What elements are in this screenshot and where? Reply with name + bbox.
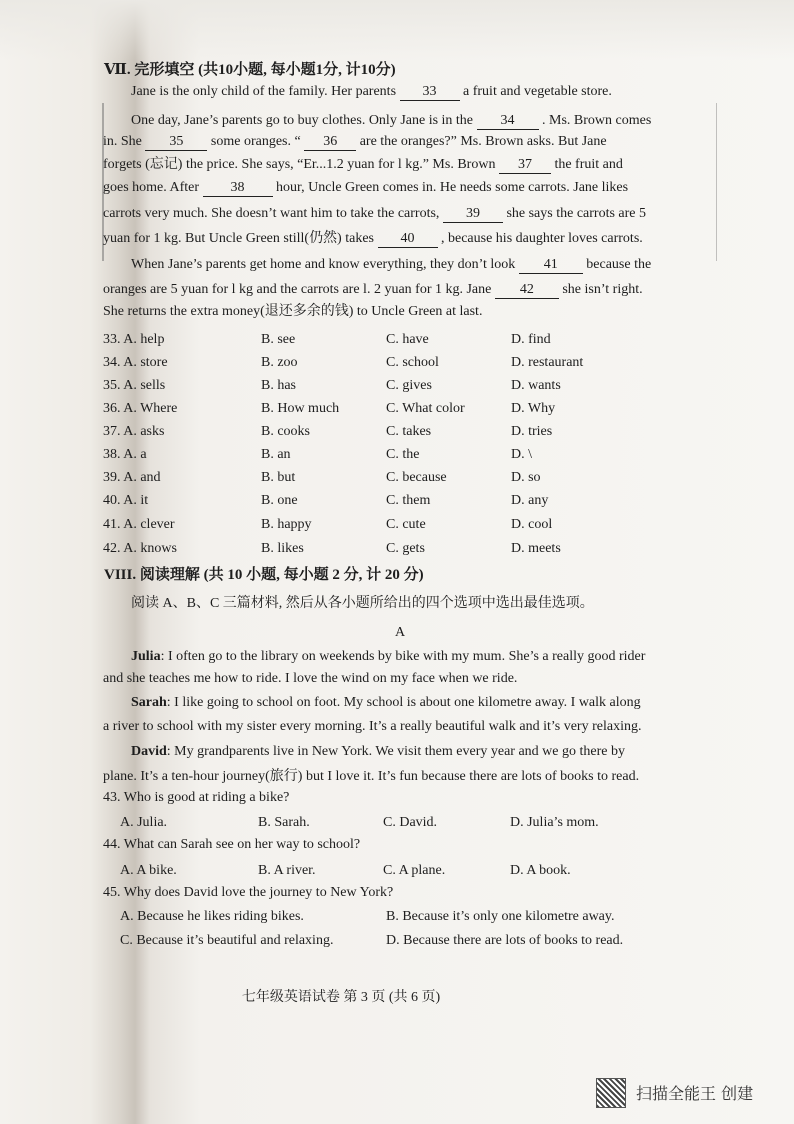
blank-37: 37 bbox=[499, 157, 551, 174]
option-37-d[interactable]: D. tries bbox=[511, 424, 553, 439]
passage-text: hour, Uncle Green comes in. He needs some carrots. Jane likes bbox=[276, 180, 629, 195]
question-42-options bbox=[103, 538, 723, 560]
julia-paragraph-line-2: and she teaches me how to ride. I love the wind on my face when we ride. bbox=[103, 671, 518, 686]
option-39-b[interactable]: B. but bbox=[261, 470, 296, 485]
option-37-b[interactable]: B. cooks bbox=[261, 424, 310, 439]
option-35-c[interactable]: C. gives bbox=[386, 378, 432, 393]
option-41-a[interactable]: 41. A. clever bbox=[103, 517, 175, 532]
option-42-a[interactable]: 42. A. knows bbox=[103, 541, 177, 556]
passage-text: the fruit and bbox=[554, 157, 623, 172]
section-8-instruction: 阅读 A、B、C 三篇材料, 然后从各小题所给出的四个选项中选出最佳选项。 bbox=[131, 596, 594, 611]
passage-line-4 bbox=[103, 155, 623, 175]
option-41-c[interactable]: C. cute bbox=[386, 517, 426, 532]
option-38-d[interactable]: D. \ bbox=[511, 447, 532, 462]
question-43: 43. Who is good at riding a bike? bbox=[103, 790, 290, 805]
option-34-a[interactable]: 34. A. store bbox=[103, 355, 168, 370]
option-40-d[interactable]: D. any bbox=[511, 493, 549, 508]
sarah-paragraph-line-2: a river to school with my sister every morning. It’s a really beautiful walk and it’s very relaxing. bbox=[103, 719, 642, 734]
passage-text: forgets (忘记) the price. She says, “Er...1.2 yuan for l kg.” Ms. Brown bbox=[103, 157, 496, 172]
option-42-c[interactable]: C. gets bbox=[386, 541, 425, 556]
option-33-b[interactable]: B. see bbox=[261, 332, 296, 347]
section-7-title: Ⅶ. 完形填空 (共10小题, 每小题1分, 计10分) bbox=[104, 62, 396, 78]
passage-text: yuan for 1 kg. But Uncle Green still(仍然) takes bbox=[103, 231, 374, 246]
passage-text: . Ms. Brown comes bbox=[542, 113, 652, 128]
option-40-c[interactable]: C. them bbox=[386, 493, 431, 508]
option-39-d[interactable]: D. so bbox=[511, 470, 541, 485]
option-43-a[interactable]: A. Julia. bbox=[120, 815, 168, 830]
bleed-through-shadow bbox=[0, 0, 794, 60]
option-33-c[interactable]: C. have bbox=[386, 332, 429, 347]
qr-code-icon bbox=[596, 1078, 626, 1108]
david-paragraph-line-2: plane. It’s a ten-hour journey(旅行) but I love it. It’s fun because there are lots of books to read. bbox=[103, 769, 640, 784]
option-37-a[interactable]: 37. A. asks bbox=[103, 424, 165, 439]
option-34-c[interactable]: C. school bbox=[386, 355, 439, 370]
question-40-options bbox=[103, 490, 723, 512]
paragraph-text: : I like going to school on foot. My school is about one kilometre away. I walk along bbox=[166, 695, 641, 710]
question-34-options bbox=[103, 352, 723, 374]
option-36-d[interactable]: D. Why bbox=[511, 401, 556, 416]
passage-text: oranges are 5 yuan for l kg and the carrots are l. 2 yuan for 1 kg. Jane bbox=[103, 282, 492, 297]
question-43-options bbox=[120, 812, 740, 834]
option-35-a[interactable]: 35. A. sells bbox=[103, 378, 166, 393]
passage-text: are the oranges?” Ms. Brown asks. But Jane bbox=[359, 134, 607, 149]
option-42-b[interactable]: B. likes bbox=[261, 541, 304, 556]
question-38-options bbox=[103, 444, 723, 466]
blank-33: 33 bbox=[400, 84, 460, 101]
passage-line-1 bbox=[131, 82, 612, 102]
passage-text: One day, Jane’s parents go to buy clothes. Only Jane is in the bbox=[131, 113, 474, 128]
option-45-c[interactable]: C. Because it’s beautiful and relaxing. bbox=[120, 933, 334, 948]
option-38-b[interactable]: B. an bbox=[261, 447, 291, 462]
option-40-a[interactable]: 40. A. it bbox=[103, 493, 149, 508]
option-36-b[interactable]: B. How much bbox=[261, 401, 340, 416]
option-40-b[interactable]: B. one bbox=[261, 493, 298, 508]
question-44-options bbox=[120, 860, 740, 882]
page-footer: 七年级英语试卷 第 3 页 (共 6 页) bbox=[241, 990, 441, 1005]
option-44-c[interactable]: C. A plane. bbox=[383, 863, 446, 878]
passage-text: she isn’t right. bbox=[562, 282, 643, 297]
passage-line-2 bbox=[131, 111, 651, 131]
option-36-a[interactable]: 36. A. Where bbox=[103, 401, 178, 416]
blank-38: 38 bbox=[203, 180, 273, 197]
option-33-a[interactable]: 33. A. help bbox=[103, 332, 165, 347]
option-44-d[interactable]: D. A book. bbox=[510, 863, 571, 878]
option-41-d[interactable]: D. cool bbox=[511, 517, 553, 532]
blank-41: 41 bbox=[519, 257, 583, 274]
question-36-options bbox=[103, 398, 723, 420]
blank-39: 39 bbox=[443, 206, 503, 223]
question-33-options bbox=[103, 329, 723, 351]
option-35-b[interactable]: B. has bbox=[261, 378, 296, 393]
option-43-c[interactable]: C. David. bbox=[383, 815, 438, 830]
passage-text: some oranges. “ bbox=[210, 134, 301, 149]
blank-40: 40 bbox=[378, 231, 438, 248]
section-8-title: VIII. 阅读理解 (共 10 小题, 每小题 2 分, 计 20 分) bbox=[104, 567, 424, 583]
option-39-a[interactable]: 39. A. and bbox=[103, 470, 161, 485]
blank-34: 34 bbox=[477, 113, 539, 130]
passage-text: she says the carrots are 5 bbox=[506, 206, 646, 221]
option-43-b[interactable]: B. Sarah. bbox=[258, 815, 310, 830]
paragraph-text: : I often go to the library on weekends by bike with my mum. She’s a really good rider bbox=[160, 649, 646, 664]
option-38-a[interactable]: 38. A. a bbox=[103, 447, 147, 462]
passage-line-8 bbox=[131, 255, 651, 275]
option-37-c[interactable]: C. takes bbox=[386, 424, 432, 439]
passage-text: a fruit and vegetable store. bbox=[463, 84, 612, 99]
option-33-d[interactable]: D. find bbox=[511, 332, 551, 347]
speaker-name: David bbox=[131, 744, 167, 759]
passage-line-6 bbox=[103, 204, 646, 224]
david-paragraph-line-1 bbox=[131, 742, 625, 762]
passage-line-5 bbox=[103, 178, 628, 198]
passage-text: When Jane’s parents get home and know everything, they don’t look bbox=[131, 257, 516, 272]
question-44: 44. What can Sarah see on her way to school? bbox=[103, 837, 361, 852]
question-45: 45. Why does David love the journey to New York? bbox=[103, 885, 394, 900]
passage-line-7 bbox=[103, 229, 643, 249]
option-34-d[interactable]: D. restaurant bbox=[511, 355, 584, 370]
passage-text: goes home. After bbox=[103, 180, 200, 195]
option-45-d[interactable]: D. Because there are lots of books to read. bbox=[386, 933, 624, 948]
passage-line-10: She returns the extra money(退还多余的钱) to Uncle Green at last. bbox=[103, 304, 483, 319]
option-45-a[interactable]: A. Because he likes riding bikes. bbox=[120, 909, 304, 924]
option-41-b[interactable]: B. happy bbox=[261, 517, 312, 532]
option-45-b[interactable]: B. Because it’s only one kilometre away. bbox=[386, 909, 615, 924]
option-35-d[interactable]: D. wants bbox=[511, 378, 561, 393]
passage-text: Jane is the only child of the family. Her parents bbox=[131, 84, 397, 99]
speaker-name: Julia bbox=[131, 649, 161, 664]
blank-35: 35 bbox=[145, 134, 207, 151]
option-42-d[interactable]: D. meets bbox=[511, 541, 561, 556]
blank-42: 42 bbox=[495, 282, 559, 299]
option-39-c[interactable]: C. because bbox=[386, 470, 447, 485]
option-44-a[interactable]: A. A bike. bbox=[120, 863, 177, 878]
option-38-c[interactable]: C. the bbox=[386, 447, 420, 462]
watermark-text: 扫描全能王 创建 bbox=[636, 1084, 754, 1103]
question-41-options bbox=[103, 514, 723, 536]
option-34-b[interactable]: B. zoo bbox=[261, 355, 298, 370]
question-37-options bbox=[103, 421, 723, 443]
passage-text: , because his daughter loves carrots. bbox=[441, 231, 643, 246]
blank-36: 36 bbox=[304, 134, 356, 151]
option-43-d[interactable]: D. Julia’s mom. bbox=[510, 815, 599, 830]
passage-text: carrots very much. She doesn’t want him to take the carrots, bbox=[103, 206, 440, 221]
option-36-c[interactable]: C. What color bbox=[386, 401, 465, 416]
reading-part-label: A bbox=[394, 625, 406, 640]
paragraph-text: : My grandparents live in New York. We visit them every year and we go there by bbox=[166, 744, 625, 759]
scanner-watermark bbox=[596, 1076, 794, 1110]
julia-paragraph-line-1 bbox=[131, 647, 645, 667]
question-35-options bbox=[103, 375, 723, 397]
option-44-b[interactable]: B. A river. bbox=[258, 863, 316, 878]
passage-line-3 bbox=[103, 132, 607, 152]
speaker-name: Sarah bbox=[131, 695, 167, 710]
sarah-paragraph-line-1 bbox=[131, 693, 641, 713]
passage-text: because the bbox=[586, 257, 652, 272]
passage-line-9 bbox=[103, 280, 643, 300]
passage-text: in. She bbox=[103, 134, 142, 149]
question-39-options bbox=[103, 467, 723, 489]
